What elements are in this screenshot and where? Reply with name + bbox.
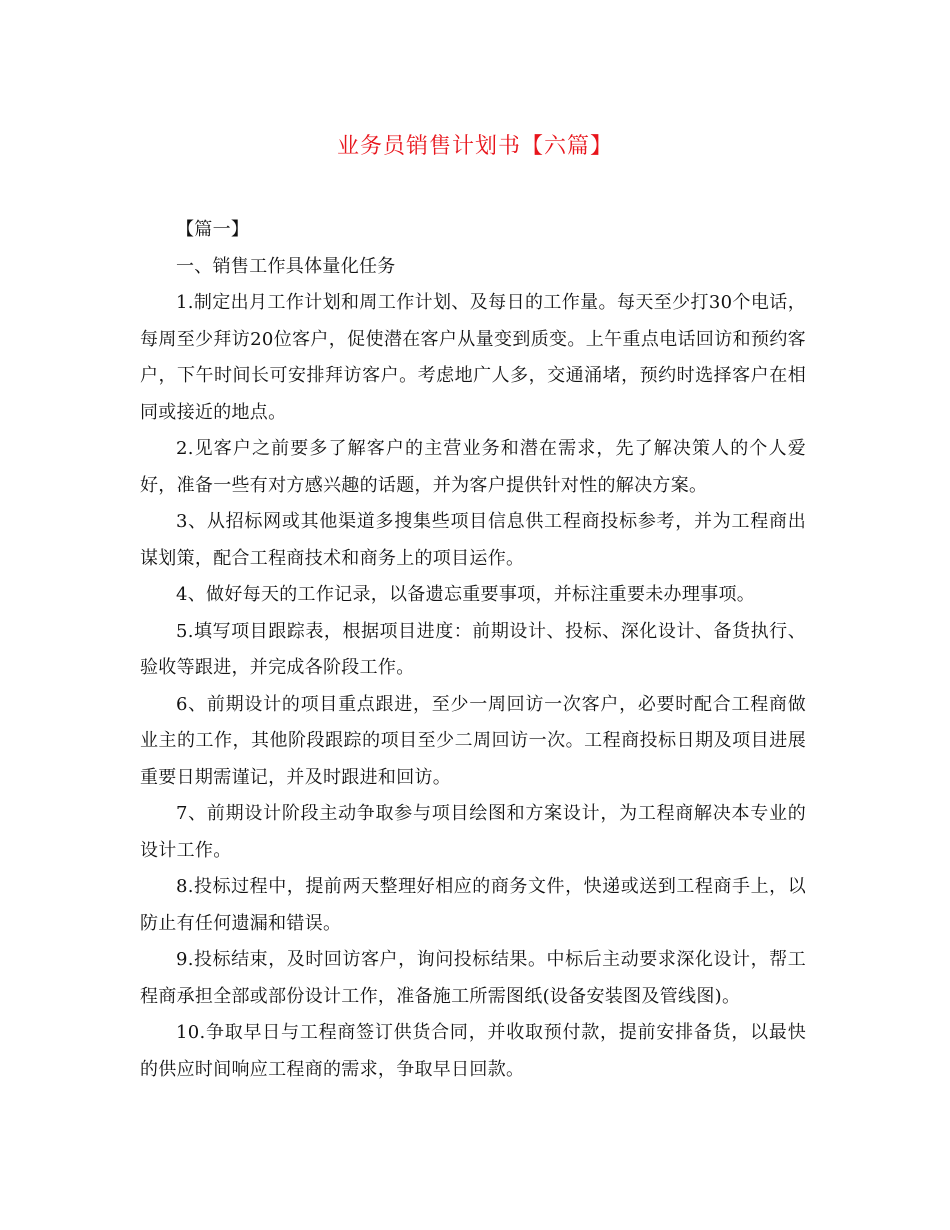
section-heading: 一、销售工作具体量化任务 [176,255,396,277]
paragraph: 7、前期设计阶段主动争取参与项目绘图和方案设计，为工程商解决本专业的设计工作。 [140,803,806,861]
paragraph: 4、做好每天的工作记录，以备遗忘重要事项，并标注重要未办理事项。 [176,584,756,605]
document-title: 业务员销售计划书【六篇】 [336,134,613,159]
document-body [140,212,806,1088]
paragraph: 8.投标过程中，提前两天整理好相应的商务文件，快递或送到工程商手上，以防止有任何遗漏和错误。 [140,876,806,934]
paragraph: 1.制定出月工作计划和周工作计划、及每日的工作量。每天至少打30个电话，每周至少拜访20位客户，促使潜在客户从量变到质变。上午重点电话回访和预约客户，下午时间长可安排拜访客户。考虑地广人多，交通涌堵，预约时选择客户在相同或接近的地点。 [140,292,806,423]
section-label: 【篇一】 [176,219,250,240]
paragraph: 9.投标结束，及时回访客户，询问投标结果。中标后主动要求深化设计，帮工程商承担全部或部份设计工作，准备施工所需图纸(设备安装图及管线图)。 [140,949,806,1007]
paragraph: 5.填写项目跟踪表，根据项目进度：前期设计、投标、深化设计、备货执行、验收等跟进，并完成各阶段工作。 [140,620,806,678]
paragraph: 10.争取早日与工程商签订供货合同，并收取预付款，提前安排备货，以最快的供应时间响应工程商的需求，争取早日回款。 [140,1022,806,1080]
paragraph: 3、从招标网或其他渠道多搜集些项目信息供工程商投标参考，并为工程商出谋划策，配合工程商技术和商务上的项目运作。 [140,511,806,569]
paragraph: 6、前期设计的项目重点跟进，至少一周回访一次客户，必要时配合工程商做业主的工作，其他阶段跟踪的项目至少二周回访一次。工程商投标日期及项目进展重要日期需谨记，并及时跟进和回访。 [140,693,806,788]
paragraph: 2.见客户之前要多了解客户的主营业务和潜在需求，先了解决策人的个人爱好，准备一些有对方感兴趣的话题，并为客户提供针对性的解决方案。 [140,438,806,496]
